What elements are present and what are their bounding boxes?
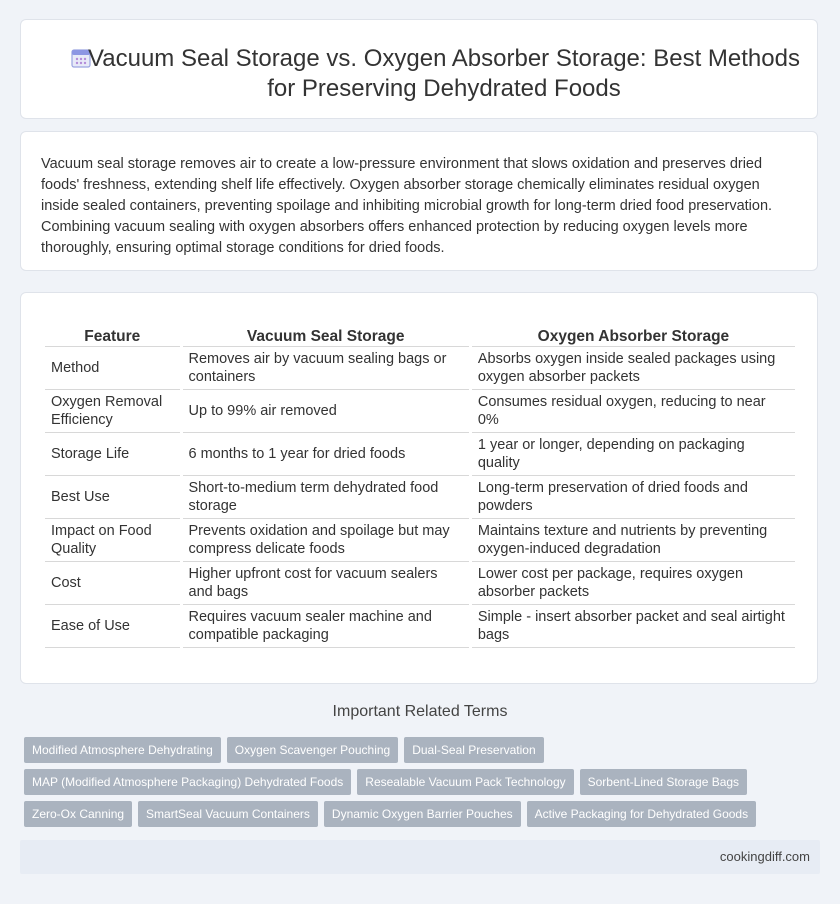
feature-cell: Ease of Use — [45, 605, 180, 648]
table-row — [45, 476, 795, 519]
related-terms-row — [24, 737, 804, 763]
footer-brand[interactable]: cookingdiff.com — [719, 849, 810, 864]
vacuum-cell: Up to 99% air removed — [183, 390, 469, 433]
absorber-cell: 1 year or longer, depending on packaging quality — [472, 433, 795, 476]
column-header: Oxygen Absorber Storage — [472, 311, 795, 347]
title-card — [20, 19, 818, 119]
feature-cell: Impact on Food Quality — [45, 519, 180, 562]
feature-cell: Cost — [45, 562, 180, 605]
table-header-row — [45, 311, 795, 347]
feature-cell: Storage Life — [45, 433, 180, 476]
table-row — [45, 519, 795, 562]
absorber-cell: Absorbs oxygen inside sealed packages using oxygen absorber packets — [472, 347, 795, 390]
vacuum-cell: 6 months to 1 year for dried foods — [183, 433, 469, 476]
vacuum-cell: Higher upfront cost for vacuum sealers and bags — [183, 562, 469, 605]
feature-cell: Oxygen Removal Efficiency — [45, 390, 180, 433]
related-term-tag[interactable]: Resealable Vacuum Pack Technology — [357, 769, 573, 795]
related-term-tag[interactable]: Oxygen Scavenger Pouching — [227, 737, 398, 763]
comparison-card — [20, 292, 818, 684]
column-header: Vacuum Seal Storage — [183, 311, 469, 347]
related-terms-row — [24, 769, 804, 795]
related-term-tag[interactable]: SmartSeal Vacuum Containers — [138, 801, 318, 827]
related-terms-row — [24, 801, 804, 827]
vacuum-cell: Requires vacuum sealer machine and compatible packaging — [183, 605, 469, 648]
table-row — [45, 605, 795, 648]
absorber-cell: Long-term preservation of dried foods and powders — [472, 476, 795, 519]
vacuum-cell: Short-to-medium term dehydrated food storage — [183, 476, 469, 519]
comparison-table — [42, 311, 798, 648]
related-term-tag[interactable]: Sorbent-Lined Storage Bags — [580, 769, 747, 795]
related-term-tag[interactable]: MAP (Modified Atmosphere Packaging) Dehydrated Foods — [24, 769, 351, 795]
intro-paragraph: Vacuum seal storage removes air to create a low-pressure environment that slows oxidation and preserves dried foods' freshness, extending shelf life effectively. Oxygen absorber storage chemically eliminates residual oxygen inside sealed containers, preventing spoilage and inhibiting microbial growth for long-term dried food preservation. Combining vacuum sealing with oxygen absorbers offers enhanced protection by reducing oxygen levels more thoroughly, ensuring optimal storage conditions for dried foods. — [41, 156, 773, 256]
table-row — [45, 347, 795, 390]
related-terms-heading: Important Related Terms — [332, 703, 508, 720]
feature-cell: Method — [45, 347, 180, 390]
absorber-cell: Maintains texture and nutrients by preventing oxygen-induced degradation — [472, 519, 795, 562]
feature-cell: Best Use — [45, 476, 180, 519]
absorber-cell: Consumes residual oxygen, reducing to near 0% — [472, 390, 795, 433]
absorber-cell: Lower cost per package, requires oxygen absorber packets — [472, 562, 795, 605]
related-term-tag[interactable]: Modified Atmosphere Dehydrating — [24, 737, 221, 763]
footer — [20, 840, 820, 874]
intro-card — [20, 131, 818, 271]
vacuum-cell: Removes air by vacuum sealing bags or containers — [183, 347, 469, 390]
absorber-cell: Simple - insert absorber packet and seal airtight bags — [472, 605, 795, 648]
related-term-tag[interactable]: Dynamic Oxygen Barrier Pouches — [324, 801, 521, 827]
related-term-tag[interactable]: Active Packaging for Dehydrated Goods — [527, 801, 756, 827]
related-term-tag[interactable]: Zero-Ox Canning — [24, 801, 132, 827]
related-term-tag[interactable]: Dual-Seal Preservation — [404, 737, 543, 763]
table-row — [45, 562, 795, 605]
column-header: Feature — [45, 311, 180, 347]
page-title: Vacuum Seal Storage vs. Oxygen Absorber Storage: Best Methods for Preserving Dehydrated Foods — [88, 45, 800, 102]
table-row — [45, 433, 795, 476]
vacuum-cell: Prevents oxidation and spoilage but may compress delicate foods — [183, 519, 469, 562]
table-row — [45, 390, 795, 433]
